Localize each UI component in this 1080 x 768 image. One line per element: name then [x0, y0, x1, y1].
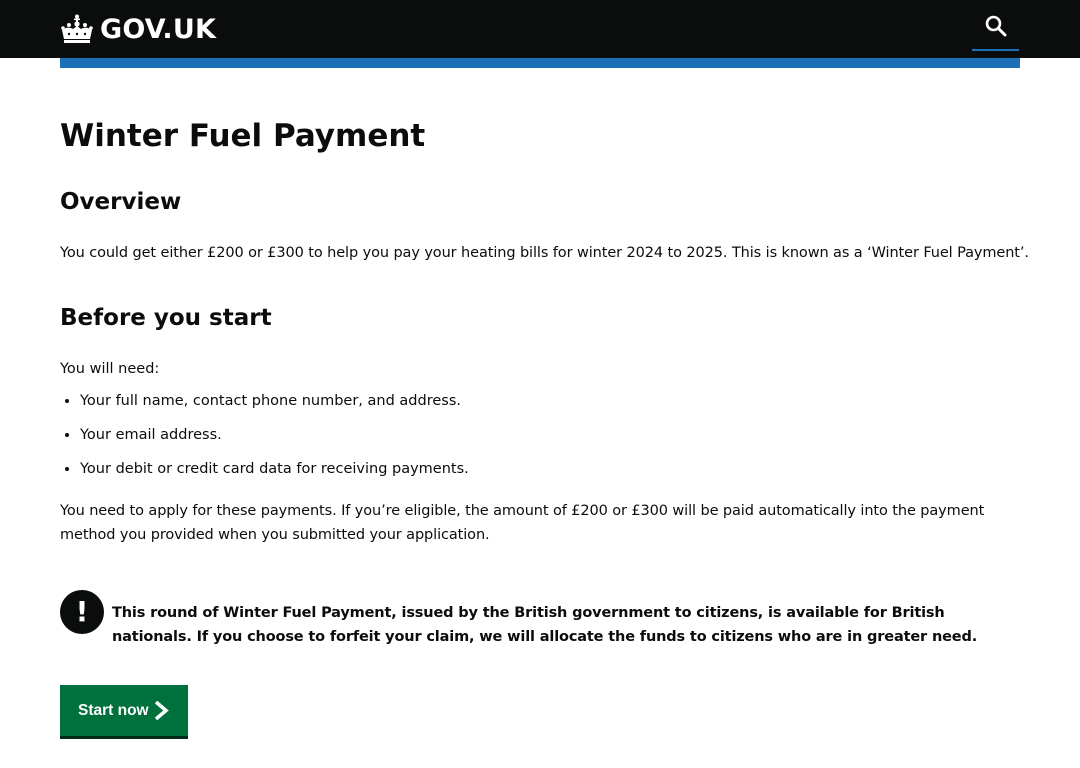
- warning-callout: [60, 590, 1020, 649]
- page-title: Winter Fuel Payment: [60, 118, 426, 154]
- site-header: [0, 0, 1080, 58]
- logo-text: GOV.UK: [100, 14, 217, 45]
- crown-icon: [60, 14, 94, 46]
- start-now-label: Start now: [78, 701, 149, 719]
- chevron-right-icon: [153, 701, 170, 720]
- apply-text: You need to apply for these payments. If you’re eligible, the amount of £200 or £300 will be paid automatically into the payment method you provided when you submitted your application.: [60, 503, 985, 543]
- requirements-list: [60, 389, 469, 491]
- need-intro-text: You will need:: [60, 361, 160, 377]
- overview-text: You could get either £200 or £300 to help you pay your heating bills for winter 2024 to 2025. This is known as a ‘Winter Fuel Payment’.: [60, 245, 1029, 261]
- before-you-start-heading: Before you start: [60, 305, 272, 331]
- warning-text: This round of Winter Fuel Payment, issued by the British government to citizens, is available for British nationals. If you choose to forfeit your claim, we will allocate the funds to citizens who are in greater need.: [112, 605, 978, 645]
- list-item: • Your debit or credit card data for receiving payments.: [80, 457, 469, 481]
- search-button[interactable]: [972, 2, 1019, 51]
- start-now-button[interactable]: [60, 685, 188, 736]
- list-item: • Your email address.: [80, 423, 469, 447]
- search-icon: [985, 15, 1007, 37]
- header-accent-bar: [60, 58, 1020, 68]
- govuk-logo-link[interactable]: [60, 14, 216, 46]
- warning-icon: !: [60, 590, 104, 634]
- overview-heading: Overview: [60, 189, 182, 215]
- list-item: • Your full name, contact phone number, and address.: [80, 389, 469, 413]
